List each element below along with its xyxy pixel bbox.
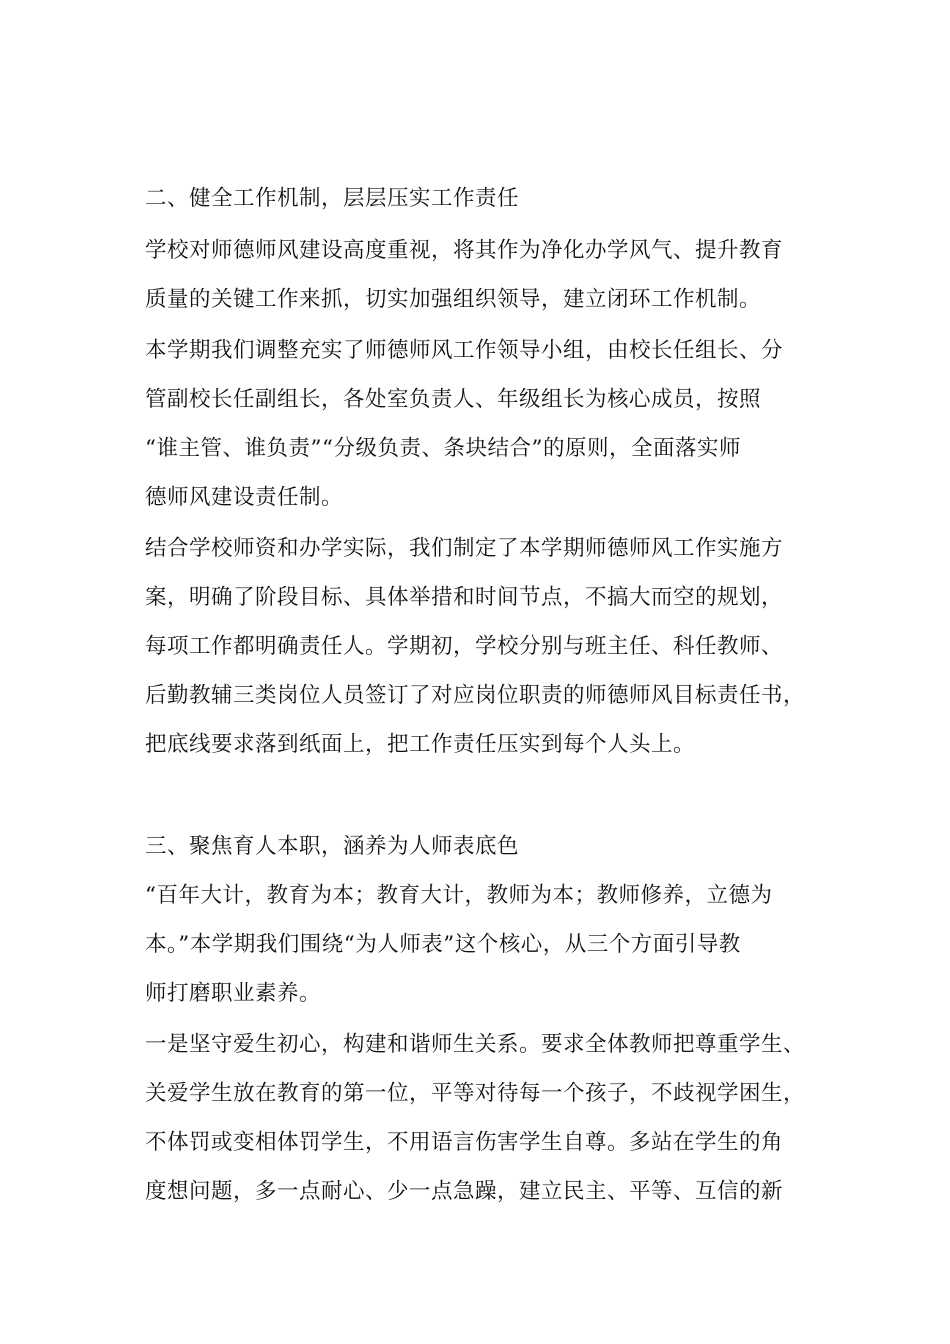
paragraph-line: 本。”本学期我们围绕“为人师表”这个核心，从三个方面引导教 — [145, 932, 741, 957]
paragraph-line: 不体罚或变相体罚学生，不用语言伤害学生自尊。多站在学生的角 — [145, 1130, 784, 1155]
paragraph-line: 管副校长任副组长，各处室负责人、年级组长为核心成员，按照 — [145, 387, 762, 412]
paragraph-line: 关爱学生放在教育的第一位，平等对待每一个孩子，不歧视学困生， — [145, 1081, 806, 1106]
paragraph-line: 把底线要求落到纸面上，把工作责任压实到每个人头上。 — [145, 732, 696, 757]
section-heading: 三、聚焦育人本职，涵养为人师表底色 — [145, 834, 520, 859]
paragraph-line: 德师风建设责任制。 — [145, 485, 344, 510]
paragraph-line: “谁主管、谁负责”“分级负责、条块结合”的原则，全面落实师 — [145, 436, 741, 461]
paragraph-line: 结合学校师资和办学实际，我们制定了本学期师德师风工作实施方 — [145, 536, 784, 561]
paragraph-line: 一是坚守爱生初心，构建和谐师生关系。要求全体教师把尊重学生、 — [145, 1032, 806, 1057]
paragraph-line: 后勤教辅三类岗位人员签订了对应岗位职责的师德师风目标责任书， — [145, 683, 806, 708]
section-heading: 二、健全工作机制，层层压实工作责任 — [145, 186, 520, 211]
paragraph-line: 案，明确了阶段目标、具体举措和时间节点，不搞大而空的规划， — [145, 585, 784, 610]
paragraph-line: 本学期我们调整充实了师德师风工作领导小组，由校长任组长、分 — [145, 338, 784, 363]
paragraph-line: 度想问题，多一点耐心、少一点急躁，建立民主、平等、互信的新 — [145, 1179, 784, 1204]
paragraph-line: 学校对师德师风建设高度重视，将其作为净化办学风气、提升教育 — [145, 238, 784, 263]
paragraph-line: 质量的关键工作来抓，切实加强组织领导，建立闭环工作机制。 — [145, 287, 762, 312]
paragraph-line: 师打磨职业素养。 — [145, 981, 322, 1006]
paragraph-line: 每项工作都明确责任人。学期初，学校分别与班主任、科任教师、 — [145, 634, 784, 659]
paragraph-line: “百年大计，教育为本；教育大计，教师为本；教师修养，立德为 — [145, 883, 773, 908]
